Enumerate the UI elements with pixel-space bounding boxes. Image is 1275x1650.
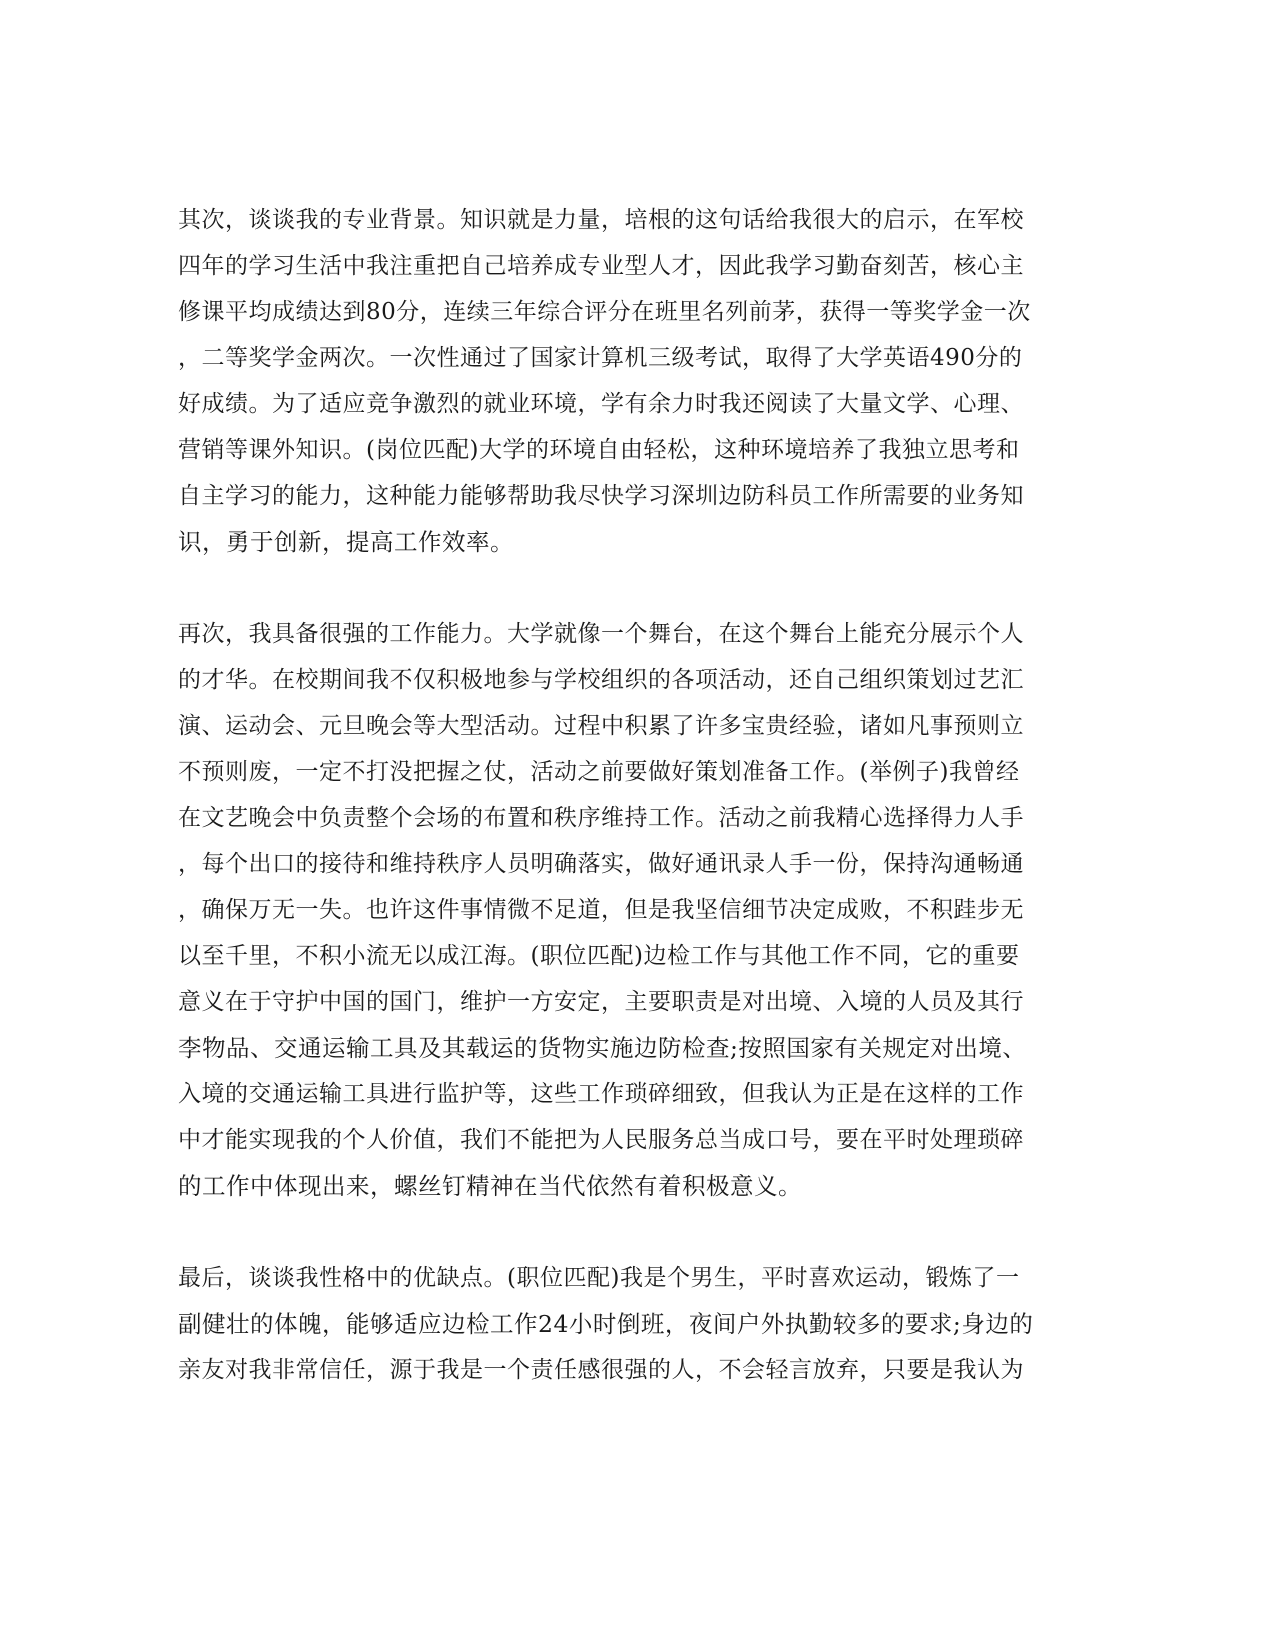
- line-text: 营销等课外知识。(岗位匹配)大学的环境自由轻松，这种环境培养了我独立思考和: [178, 437, 1020, 463]
- line-text: 亲友对我非常信任，源于我是一个责任感很强的人，不会轻言放弃，只要是我认为: [178, 1357, 1024, 1383]
- text-line: [178, 887, 1036, 933]
- line-text: 李物品、交通运输工具及其载运的货物实施边防检查;按照国家有关规定对出境、: [178, 1034, 1027, 1062]
- text-line: [178, 1301, 1036, 1347]
- text-line: [178, 1025, 1036, 1071]
- text-line: [178, 611, 1036, 657]
- line-text: 在文艺晚会中负责整个会场的布置和秩序维持工作。活动之前我精心选择得力人手: [178, 805, 1024, 831]
- text-line: [178, 657, 1036, 703]
- line-text: 意义在于守护中国的国门，维护一方安定，主要职责是对出境、入境的人员及其行: [178, 989, 1024, 1015]
- line-text: 好成绩。为了适应竞争激烈的就业环境，学有余力时我还阅读了大量文学、心理、: [178, 391, 1024, 417]
- line-text: 识，勇于创新，提高工作效率。: [178, 528, 514, 556]
- line-text: 演、运动会、元旦晚会等大型活动。过程中积累了许多宝贵经验，诸如凡事预则立: [178, 713, 1024, 739]
- line-text: 的才华。在校期间我不仅积极地参与学校组织的各项活动，还自己组织策划过艺汇: [178, 667, 1024, 693]
- text-line: [178, 1347, 1036, 1393]
- paragraph-work-ability: [178, 611, 1036, 1209]
- text-line: [178, 335, 1036, 381]
- line-text: 以至千里，不积小流无以成江海。(职位匹配)边检工作与其他工作不同，它的重要: [178, 943, 1020, 969]
- text-line: [178, 519, 1036, 565]
- line-text: ，每个出口的接待和维持秩序人员明确落实，做好通讯录人手一份，保持沟通畅通: [178, 851, 1024, 877]
- text-line: [178, 381, 1036, 427]
- text-line: [178, 427, 1036, 473]
- text-line: [178, 473, 1036, 519]
- text-line: [178, 841, 1036, 887]
- line-text: ，确保万无一失。也许这件事情微不足道，但是我坚信细节决定成败，不积跬步无: [178, 897, 1024, 923]
- line-text: 的工作中体现出来，螺丝钉精神在当代依然有着积极意义。: [178, 1172, 802, 1200]
- line-text: 中才能实现我的个人价值，我们不能把为人民服务总当成口号，要在平时处理琐碎: [178, 1127, 1024, 1153]
- text-line: [178, 979, 1036, 1025]
- text-line: [178, 289, 1036, 335]
- text-line: [178, 1255, 1036, 1301]
- line-text: 最后，谈谈我性格中的优缺点。(职位匹配)我是个男生，平时喜欢运动，锻炼了一: [178, 1265, 1020, 1291]
- text-line: [178, 749, 1036, 795]
- line-text: 副健壮的体魄，能够适应边检工作24小时倒班，夜间户外执勤较多的要求;身边的: [178, 1310, 1034, 1338]
- line-text: 自主学习的能力，这种能力能够帮助我尽快学习深圳边防科员工作所需要的业务知: [178, 483, 1024, 509]
- paragraph-personality: [178, 1255, 1036, 1393]
- line-text: 其次，谈谈我的专业背景。知识就是力量，培根的这句话给我很大的启示，在军校: [178, 207, 1024, 233]
- paragraph-professional-background: [178, 197, 1036, 565]
- line-text: ，二等奖学金两次。一次性通过了国家计算机三级考试，取得了大学英语490分的: [178, 345, 1023, 371]
- line-text: 四年的学习生活中我注重把自己培养成专业型人才，因此我学习勤奋刻苦，核心主: [178, 253, 1024, 279]
- line-text: 修课平均成绩达到80分，连续三年综合评分在班里名列前茅，获得一等奖学金一次: [178, 299, 1031, 325]
- line-text: 不预则废，一定不打没把握之仗，活动之前要做好策划准备工作。(举例子)我曾经: [178, 759, 1020, 785]
- line-text: 再次，我具备很强的工作能力。大学就像一个舞台，在这个舞台上能充分展示个人: [178, 621, 1024, 647]
- text-line: [178, 197, 1036, 243]
- text-line: [178, 703, 1036, 749]
- line-text: 入境的交通运输工具进行监护等，这些工作琐碎细致，但我认为正是在这样的工作: [178, 1081, 1024, 1107]
- text-line: [178, 1163, 1036, 1209]
- text-line: [178, 933, 1036, 979]
- text-line: [178, 1117, 1036, 1163]
- text-line: [178, 1071, 1036, 1117]
- text-line: [178, 795, 1036, 841]
- text-line: [178, 243, 1036, 289]
